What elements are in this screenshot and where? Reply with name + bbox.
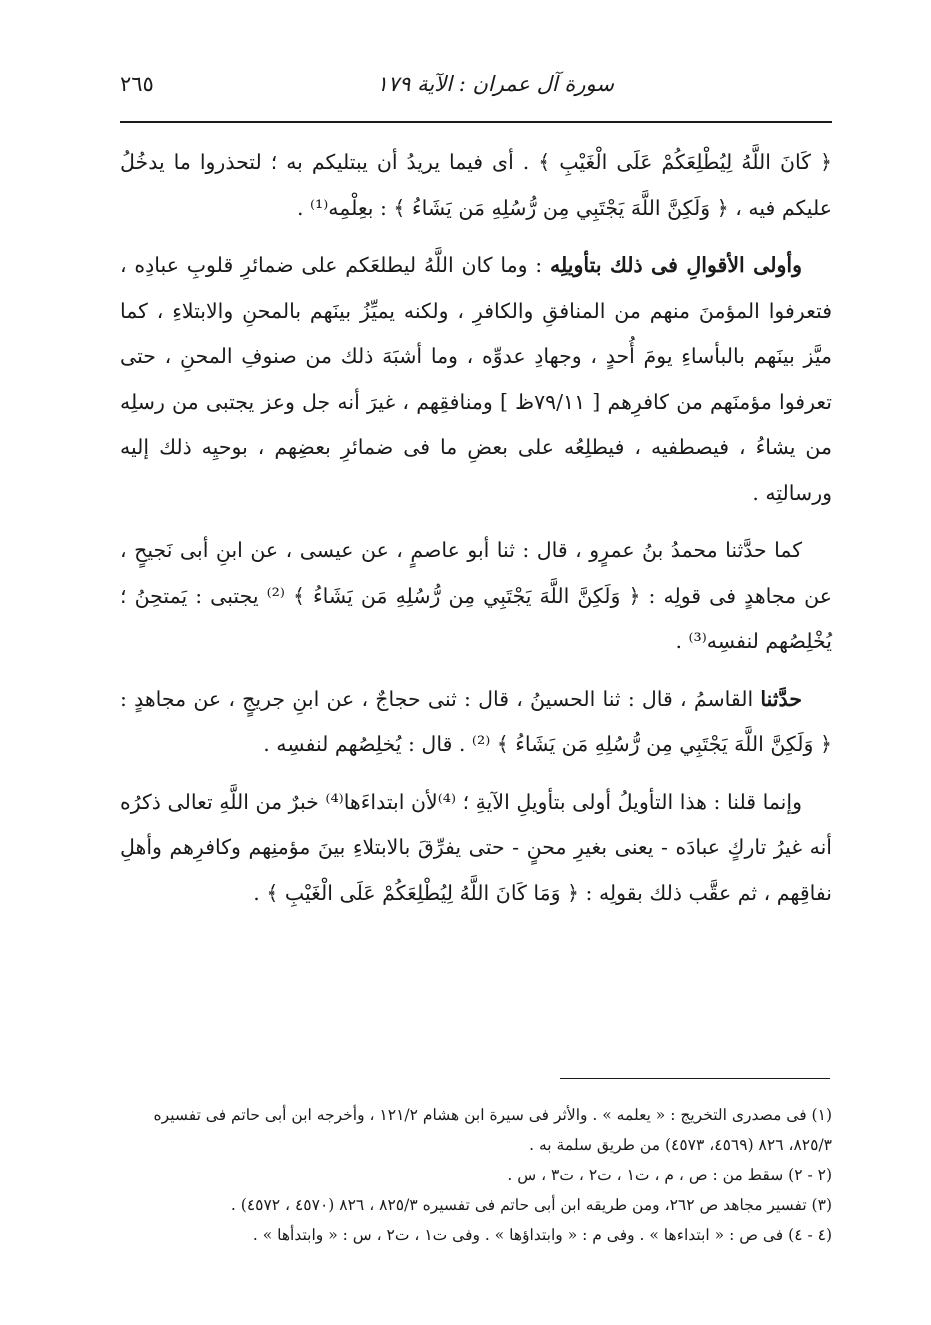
footnote-2: (٢ - ٢) سقط من : ص ، م ، ت١ ، ت٢ ، ت٣ ، س .: [507, 1166, 832, 1184]
running-header: [120, 72, 832, 112]
footnote-rule: [560, 1078, 830, 1079]
header-title: سورة آل عمران : الآية ١٧٩: [376, 72, 614, 96]
paragraph-text: وإنما قلنا : هذا التأويلُ أولى بتأويلِ الآيةِ ؛ ⁽⁴⁾لأن ابتداءَها⁽⁴⁾ خبرٌ من اللَّهِ تعالى ذكرُه أنه غيرُ تاركٍ عبادَه - يعنى بغيرِ محنٍ - حتى يفرِّقَ بالابتلاءِ بينَ مؤمنِهم وكافرِهم وأهلِ نفاقِهم ، ثم عقَّب ذلك بقولِه : ﴿ وَمَا كَانَ اللَّهُ لِيُطْلِعَكُمْ عَلَى الْغَيْبِ ﴾ .: [120, 789, 832, 905]
paragraph-4: [120, 677, 832, 768]
paragraph-text: ﴿ كَانَ اللَّهُ لِيُطْلِعَكُمْ عَلَى الْغَيْبِ ﴾ . أى فيما يريدُ أن يبتليكم به ؛ لتحذروا ما يدخُلُ عليكم فيه ، ﴿ وَلَكِنَّ اللَّهَ يَجْتَبِي مِن رُّسُلِهِ مَن يَشَاءُ ﴾ : بعِلْمِه⁽¹⁾ .: [120, 150, 832, 220]
paragraph-1: [120, 140, 832, 231]
paragraph-5: [120, 780, 832, 917]
paragraph-3: [120, 528, 832, 665]
paragraph-text: : وما كان اللَّهُ ليطلعَكم على ضمائرِ قلوبِ عبادِه ، فتعرفوا المؤمنَ منهم من المنافقِ والكافرِ ، ولكنه يميِّزُ بينَهم بالمحنِ والابتلاءِ ، كما ميَّز بينَهم بالبأساءِ يومَ أُحدٍ ، وجهادِ عدوِّه ، وما أشبَهَ ذلك من صنوفِ المحنِ ، حتى تعرفوا مؤمنَهم من كافرِهم [ ٧٩/١١ظ ] ومنافقِهم ، غيرَ أنه جل وعز يجتبى من رسلِه من يشاءُ ، فيصطفيه ، فيطلِعُه على بعضِ ما فى ضمائرِ بعضِهم ، بوحيِه ذلك إليه ورسالتِه .: [120, 253, 833, 505]
paragraph-lead: حدَّثنا: [760, 686, 802, 711]
paragraph-text: القاسمُ ، قال : ثنا الحسينُ ، قال : ثنى حجاجٌ ، عن ابنِ جريجٍ ، عن مجاهدٍ : ﴿ وَلَكِنَّ اللَّهَ يَجْتَبِي مِن رُّسُلِهِ مَن يَشَاءُ ﴾ ⁽²⁾ . قال : يُخلِصُهم لنفسِه .: [120, 686, 832, 756]
paragraph-text: كما حدَّثنا محمدُ بنُ عمرٍو ، قال : ثنا أبو عاصمٍ ، عن عيسى ، عن ابنِ أبى نَجيحٍ ، عن مجاهدٍ فى قولِه : ﴿ وَلَكِنَّ اللَّهَ يَجْتَبِي مِن رُّسُلِهِ مَن يَشَاءُ ﴾ ⁽²⁾ يجتبى : يَمتحِنُ ؛ يُخْلِصُهم لنفسِه⁽³⁾ .: [120, 538, 832, 653]
footnote-4: (٤ - ٤) فى ص : « ابتداءها » . وفى م : « وابتداؤها » . وفى ت١ ، ت٢ ، س : « وابتدأها » .: [252, 1226, 832, 1244]
paragraph-lead: وأولى الأقوالِ فى ذلك بتأويلِه: [550, 253, 802, 277]
page-number: ٢٦٥: [120, 72, 154, 96]
footnotes: [120, 1100, 832, 1250]
footnote-1: (١) فى مصدرى التخريج : « يعلمه » . والأثر فى سيرة ابن هشام ١٢١/٢ ، وأخرجه ابن أبى حاتم فى تفسيره ٨٢٥/٣، ٨٢٦ (٤٥٦٩، ٤٥٧٣) من طريق سلمة به .: [153, 1106, 832, 1154]
main-text: [120, 140, 832, 928]
paragraph-2: [120, 243, 832, 516]
header-rule: [120, 121, 832, 123]
footnote-3: (٣) تفسير مجاهد ص ٢٦٢، ومن طريقه ابن أبى حاتم فى تفسيره ٨٢٥/٣ ، ٨٢٦ (٤٥٧٠ ، ٤٥٧٢) .: [230, 1196, 832, 1214]
